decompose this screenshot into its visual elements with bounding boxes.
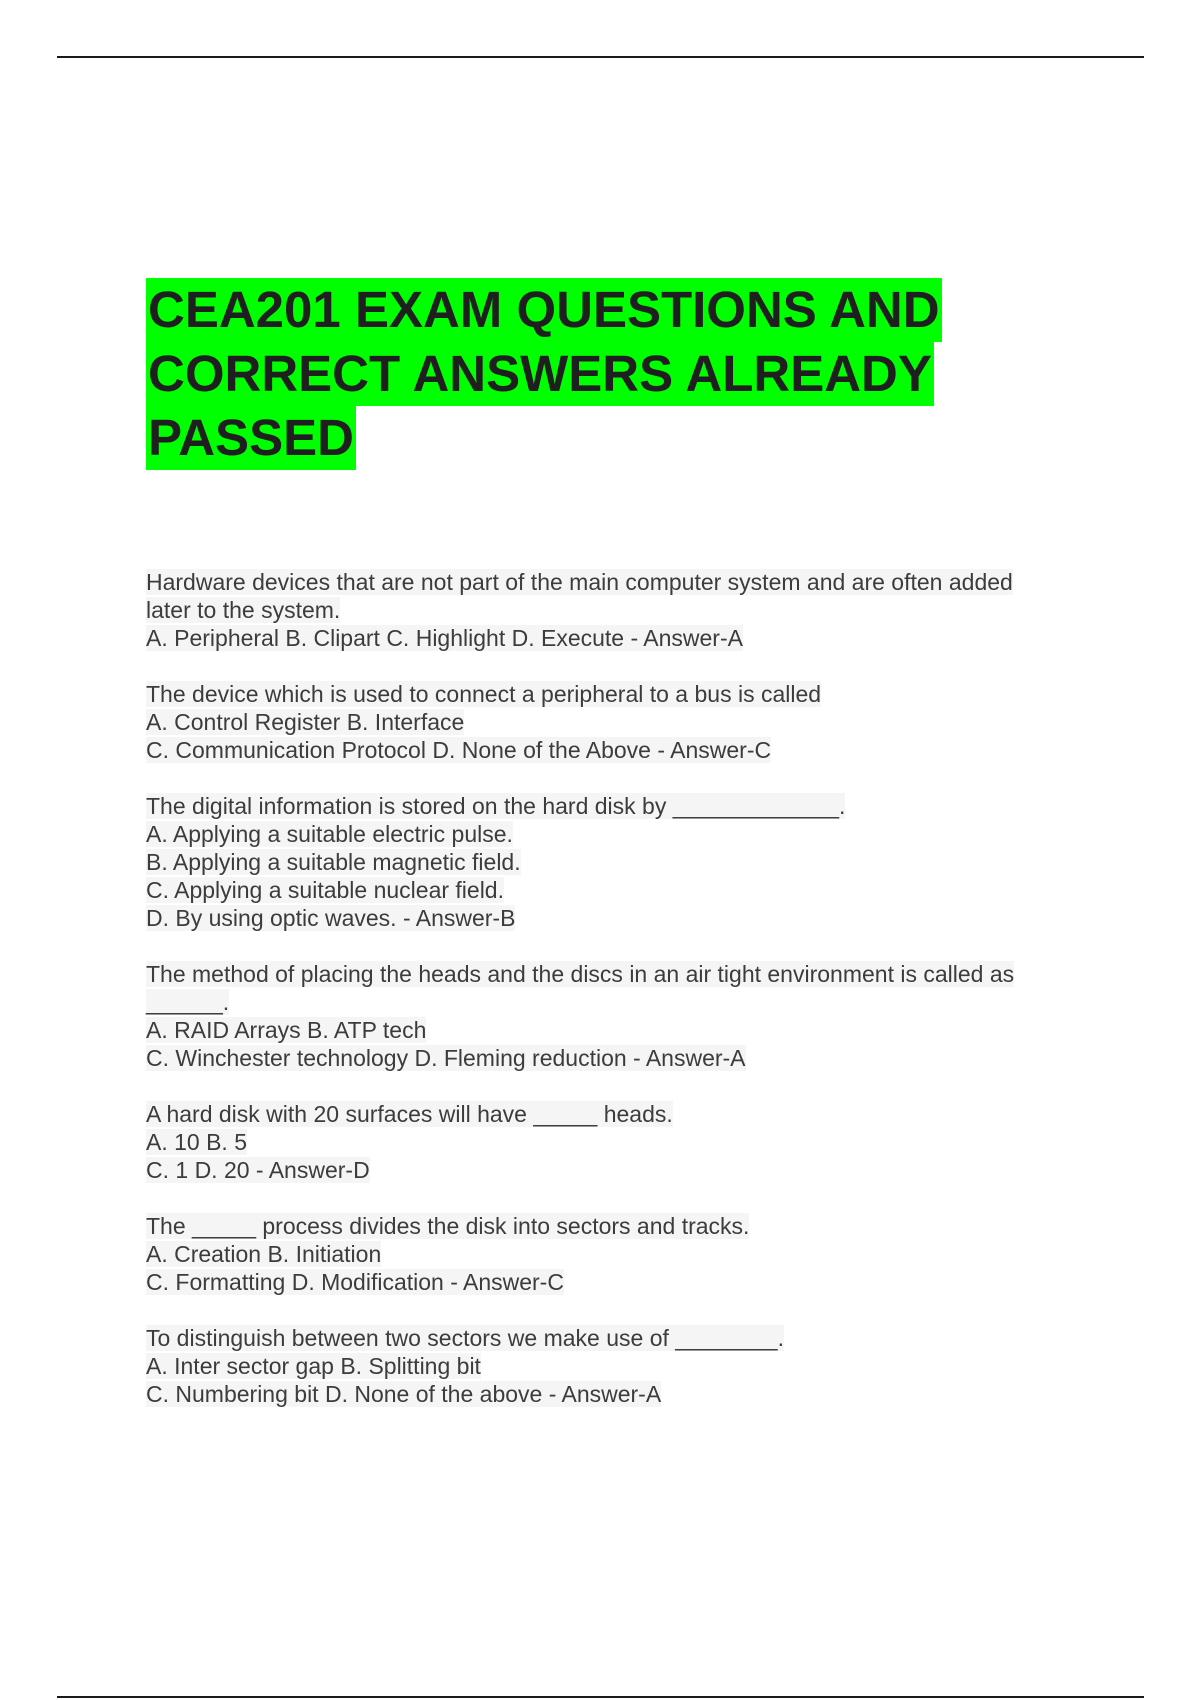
answer-options xyxy=(146,848,1066,876)
text-line: A. 10 B. 5 xyxy=(146,1129,248,1155)
text-line: C. Numbering bit D. None of the above - Answer-A xyxy=(146,1381,662,1407)
answer-options xyxy=(146,904,1066,932)
answer-options xyxy=(146,1352,1066,1380)
question-item xyxy=(146,1212,1066,1296)
text-line: C. Communication Protocol D. None of the Above - Answer-C xyxy=(146,737,772,763)
question-text xyxy=(146,680,1066,708)
question-item xyxy=(146,1324,1066,1408)
question-text xyxy=(146,1212,1066,1240)
answer-options xyxy=(146,1128,1066,1156)
text-line: A. Inter sector gap B. Splitting bit xyxy=(146,1353,481,1379)
question-text xyxy=(146,792,1066,820)
title-line: PASSED xyxy=(146,406,356,470)
title-line: CEA201 EXAM QUESTIONS AND xyxy=(146,278,942,342)
answer-options xyxy=(146,1016,1066,1044)
footer-rule xyxy=(57,1696,1144,1698)
text-line: C. Formatting D. Modification - Answer-C xyxy=(146,1269,564,1295)
text-line: C. 1 D. 20 - Answer-D xyxy=(146,1157,370,1183)
answer-options xyxy=(146,820,1066,848)
question-text xyxy=(146,1100,1066,1128)
answer-options xyxy=(146,1240,1066,1268)
text-line: A. Applying a suitable electric pulse. xyxy=(146,821,513,847)
answer-options xyxy=(146,736,1066,764)
text-line: D. By using optic waves. - Answer-B xyxy=(146,905,516,931)
question-item xyxy=(146,960,1066,1072)
document-title xyxy=(146,278,1086,470)
question-item xyxy=(146,1100,1066,1184)
text-line: Hardware devices that are not part of the main computer system and are often added xyxy=(146,569,1013,595)
question-text xyxy=(146,1324,1066,1352)
question-list xyxy=(146,568,1066,1436)
text-line: later to the system. xyxy=(146,597,341,623)
text-line: A. Peripheral B. Clipart C. Highlight D. Execute - Answer-A xyxy=(146,625,743,651)
text-line: C. Applying a suitable nuclear field. xyxy=(146,877,504,903)
text-line: The _____ process divides the disk into sectors and tracks. xyxy=(146,1213,750,1239)
text-line: The device which is used to connect a peripheral to a bus is called xyxy=(146,681,822,707)
answer-options xyxy=(146,1268,1066,1296)
question-item xyxy=(146,680,1066,764)
question-text xyxy=(146,960,1066,988)
answer-options xyxy=(146,1156,1066,1184)
text-line: A. Creation B. Initiation xyxy=(146,1241,382,1267)
text-line: To distinguish between two sectors we make use of ________. xyxy=(146,1325,784,1351)
answer-options xyxy=(146,876,1066,904)
question-item xyxy=(146,568,1066,652)
answer-options xyxy=(146,708,1066,736)
question-text xyxy=(146,988,1066,1016)
answer-options xyxy=(146,1044,1066,1072)
text-line: The digital information is stored on the hard disk by _____________. xyxy=(146,793,846,819)
text-line: C. Winchester technology D. Fleming reduction - Answer-A xyxy=(146,1045,746,1071)
title-line: CORRECT ANSWERS ALREADY xyxy=(146,342,934,406)
question-text xyxy=(146,568,1066,596)
question-text xyxy=(146,596,1066,624)
text-line: ______. xyxy=(146,989,230,1015)
text-line: A. RAID Arrays B. ATP tech xyxy=(146,1017,427,1043)
text-line: A hard disk with 20 surfaces will have _____ heads. xyxy=(146,1101,673,1127)
text-line: The method of placing the heads and the discs in an air tight environment is called as xyxy=(146,961,1015,987)
question-item xyxy=(146,792,1066,932)
answer-options xyxy=(146,624,1066,652)
header-rule xyxy=(57,56,1144,58)
text-line: B. Applying a suitable magnetic field. xyxy=(146,849,521,875)
text-line: A. Control Register B. Interface xyxy=(146,709,465,735)
answer-options xyxy=(146,1380,1066,1408)
